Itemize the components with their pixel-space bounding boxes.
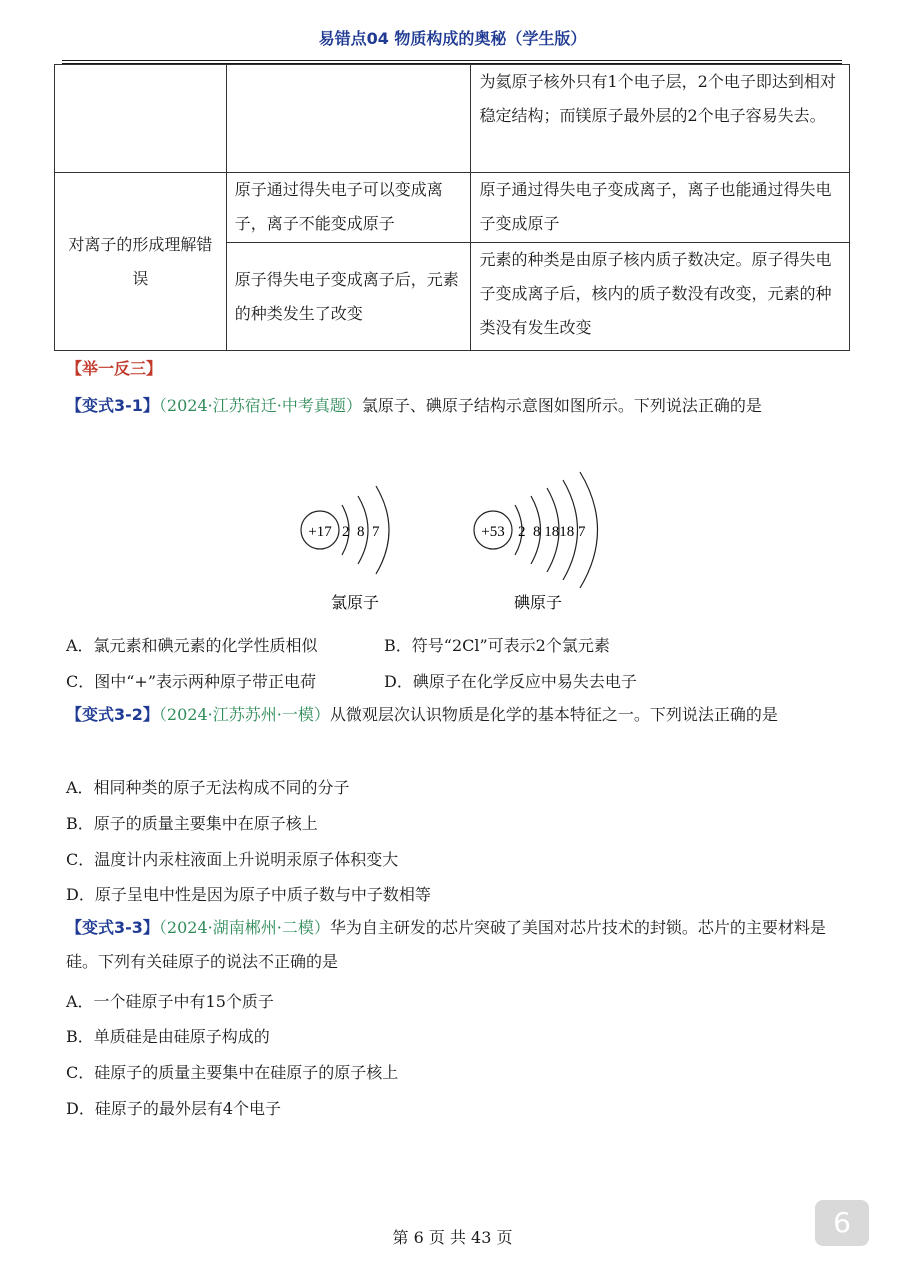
iodine-nucleus-charge: +53 [481,524,505,540]
atom-structure-diagram [290,470,630,620]
option-c: C．图中“+”表示两种原子带正电荷 [66,672,317,691]
question-3-1-stem [66,389,842,423]
table-cell [226,65,471,173]
error-type-label: 对离子的形成理解错误 [55,173,227,351]
question-source: （2024·江苏苏州·一模） [158,705,330,724]
section-title: 【举一反三】 [66,359,163,378]
question-tag: 【变式3-3】 [66,918,159,937]
option-d: D．原子呈电中性是因为原子中质子数与中子数相等 [66,885,431,904]
question-source: （2024·江苏宿迁·中考真题） [158,396,362,415]
option-c: C．温度计内汞柱液面上升说明汞原子体积变大 [66,850,399,869]
chlorine-electron-counts: 2 8 7 [342,524,380,540]
option-c: C．硅原子的质量主要集中在硅原子的原子核上 [66,1063,399,1082]
option-a: A．相同种类的原子无法构成不同的分子 [66,778,350,797]
iodine-electron-counts: 2 8 1818 7 [518,524,586,540]
page-header-title: 易错点04 物质构成的奥秘（学生版） [318,29,587,48]
iodine-atom-diagram [474,472,598,612]
question-source: （2024·湖南郴州·二模） [158,918,330,937]
option-a: A．氯元素和碘元素的化学性质相似 [66,636,318,655]
page-number-badge: 6 [815,1200,869,1246]
question-tag: 【变式3-1】 [66,396,159,415]
option-a: A．一个硅原子中有15个质子 [66,992,274,1011]
question-text: 从微观层次认识物质是化学的基本特征之一。下列说法正确的是 [329,705,778,724]
table-row [55,173,850,243]
option-b: B．符号“2Cl”可表示2个氯元素 [384,636,610,655]
table-cell [55,65,227,173]
table-cell: 为氦原子核外只有1个电子层，2个电子即达到相对稳定结构；而镁原子最外层的2个电子容易失去。 [471,65,850,173]
table-cell: 原子得失电子变成离子后，元素的种类发生了改变 [226,243,471,351]
table-cell: 元素的种类是由原子核内质子数决定。原子得失电子变成离子后，核内的质子数没有改变，元素的种类没有发生改变 [471,243,850,351]
chlorine-atom-diagram [301,486,389,612]
table-cell: 原子通过得失电子可以变成离子，离子不能变成原子 [226,173,471,243]
error-table [54,64,850,351]
option-d: D．硅原子的最外层有4个电子 [66,1099,282,1118]
header-rule [62,60,842,61]
question-3-2-stem [66,698,842,732]
question-tag: 【变式3-2】 [66,705,159,724]
question-text: 华为自主研发的芯片突破了美国对芯片技术的封锁。芯片的主要材料是硅。下列有关硅原子的说法不正确的是 [66,918,826,971]
table-row [55,65,850,173]
question-3-3-stem [66,911,842,979]
chlorine-atom-label: 氯原子 [330,593,380,612]
question-text: 氯原子、碘原子结构示意图如图所示。下列说法正确的是 [361,396,762,415]
option-b: B．单质硅是由硅原子构成的 [66,1027,270,1046]
page-footer: 第 6 页 共 43 页 [392,1228,513,1247]
iodine-atom-label: 碘原子 [513,593,563,612]
option-d: D．碘原子在化学反应中易失去电子 [384,672,637,691]
option-b: B．原子的质量主要集中在原子核上 [66,814,318,833]
table-cell: 原子通过得失电子变成离子，离子也能通过得失电子变成原子 [471,173,850,243]
chlorine-nucleus-charge: +17 [308,524,332,540]
